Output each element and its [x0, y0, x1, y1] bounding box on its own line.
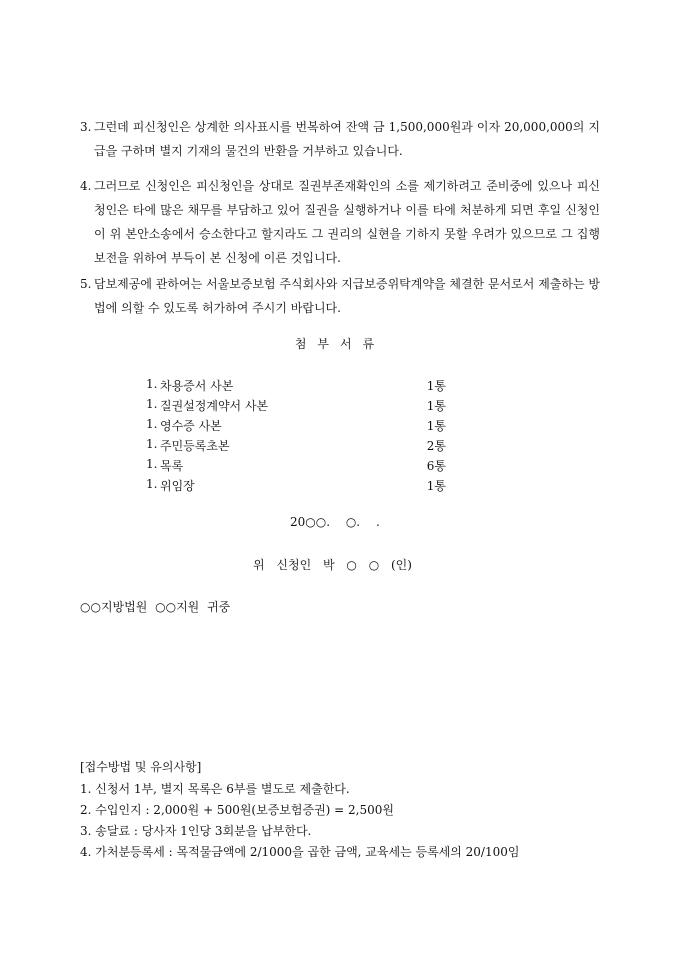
- paragraph-text: 그러므로 신청인은 피신청인을 상대로 질권부존재확인의 소를 제기하려고 준비중에 있으나 피신청인은 타에 많은 채무를 부담하고 있어 질권을 실행하거나 이를 타에 처분하게 되면 후일 신청인이 위 본안소송에서 승소한다고 할지라도 그 권리의 실현을 기하지 못할 우려가 있으므로 그 집행보전을 위하여 부득이 본 신청에 이른 것입니다.: [94, 179, 600, 265]
- attachment-name: 질권설정계약서 사본: [160, 399, 269, 413]
- note-item: 3. 송달료 : 당사자 1인당 3회분을 납부한다.: [80, 824, 312, 838]
- attachment-number: 1.: [146, 417, 158, 431]
- attachment-quantity: 6통: [426, 459, 446, 473]
- paragraph-number: 4.: [80, 179, 92, 193]
- paragraph-3: [80, 115, 600, 163]
- attachment-number: 1.: [146, 457, 158, 471]
- paragraph-5: [80, 272, 600, 320]
- paragraph-text: 담보제공에 관하여는 서울보증보험 주식회사와 지급보증위탁계약을 체결한 문서로서 제출하는 방법에 의할 수 있도록 허가하여 주시기 바랍니다.: [94, 277, 600, 315]
- paragraph-4: [80, 174, 600, 270]
- note-item: 2. 수입인지 : 2,000원 + 500원(보증보험증권) = 2,500원: [80, 803, 394, 817]
- attachment-item: [146, 417, 446, 437]
- attachment-item: [146, 377, 446, 397]
- attachment-quantity: 1통: [426, 399, 446, 413]
- attachment-quantity: 1통: [426, 379, 446, 393]
- attachment-name: 영수증 사본: [160, 419, 222, 433]
- note-item: 1. 신청서 1부, 별지 목록은 6부를 별도로 제출한다.: [80, 782, 350, 796]
- attachment-item: [146, 477, 446, 497]
- attachment-quantity: 1통: [426, 419, 446, 433]
- note-item: 4. 가처분등록세 : 목적물금액에 2/1000을 곱한 금액, 교육세는 등록세의 20/100임: [80, 845, 520, 859]
- attachment-number: 1.: [146, 437, 158, 451]
- attachment-number: 1.: [146, 477, 158, 491]
- attachment-item: [146, 397, 446, 417]
- attachment-item: [146, 457, 446, 477]
- attachment-quantity: 1통: [426, 479, 446, 493]
- paragraph-number: 5.: [80, 277, 92, 291]
- applicant-signature: 위 신청인 박 ○ ○ (인): [253, 558, 412, 572]
- notes-heading: [접수방법 및 유의사항]: [80, 760, 202, 774]
- court-recipient: ○○지방법원 ○○지원 귀중: [80, 600, 231, 614]
- attachment-quantity: 2통: [426, 439, 446, 453]
- attachment-name: 위임장: [160, 479, 195, 493]
- attachment-name: 주민등록초본: [160, 439, 230, 453]
- attachment-name: 목록: [160, 459, 184, 473]
- date-line: 20○○. ○. .: [290, 515, 380, 529]
- attachments-title: 첨부서류: [294, 337, 386, 351]
- attachment-number: 1.: [146, 377, 158, 391]
- attachment-item: [146, 437, 446, 457]
- attachment-number: 1.: [146, 397, 158, 411]
- paragraph-text: 그런데 피신청인은 상계한 의사표시를 번복하여 잔액 금 1,500,000원과 이자 20,000,000의 지급을 구하며 별지 기재의 물건의 반환을 거부하고 있습니다.: [94, 120, 600, 158]
- paragraph-number: 3.: [80, 120, 92, 134]
- attachment-name: 차용증서 사본: [160, 379, 234, 393]
